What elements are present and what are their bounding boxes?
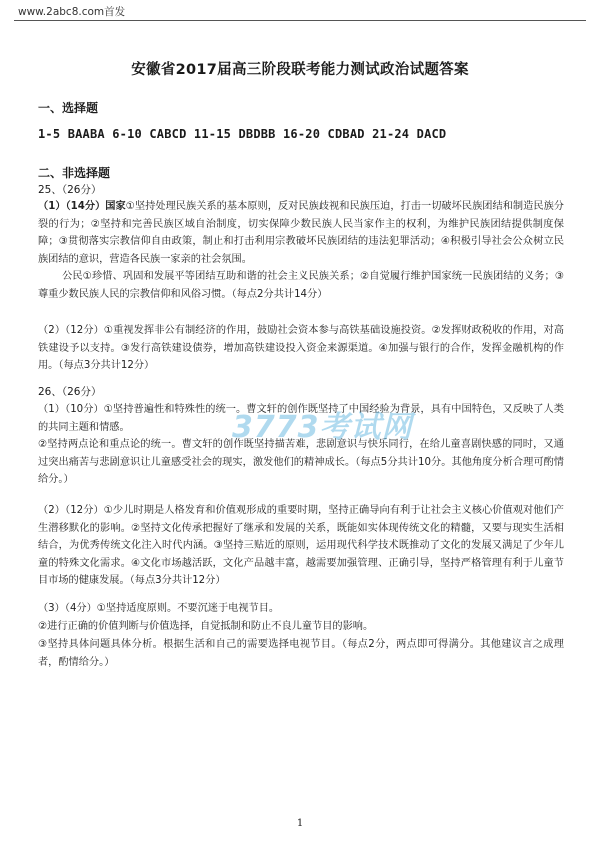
q25-part1-lead: （1）（14分）国家 xyxy=(38,201,126,212)
choice-answers: 1-5 BAABA 6-10 CABCD 11-15 DBDBB 16-20 CDBAD 21-24 DACD xyxy=(38,127,447,141)
page-number: 1 xyxy=(296,818,304,829)
header-divider xyxy=(14,20,586,21)
q26-part3-point2: ②进行正确的价值判断与价值选择，自觉抵制和防止不良儿童节目的影响。 xyxy=(38,621,374,632)
section-heading-choice: 一、选择题 xyxy=(38,101,99,115)
q26-part3-point1: （3）（4分）①坚持适度原则。不要沉迷于电视节目。 xyxy=(38,603,280,614)
q25-part1-citizen-text: 公民①珍惜、巩固和发展平等团结互助和谐的社会主义民族关系；②自觉履行维护国家统一民族团结的义务；③尊重少数民族人民的宗教信仰和风俗习惯。（每点2分共计14分） xyxy=(38,271,564,300)
question-26-label: 26、（26分） xyxy=(38,386,102,398)
q25-part1-text: ①坚持处理民族关系的基本原则，反对民族歧视和民族压迫，打击一切破坏民族团结和制造民族分裂的行为；②坚持和完善民族区域自治制度，切实保障少数民族人民当家作主的权利，为维护民族团结提供制度保障；③贯彻落实宗教信仰自由政策，制止和打击利用宗教破坏民族团结的违法犯罪活动；④积极引导社会公众树立民族团结的意识，营造各民族一家亲的社会氛围。 xyxy=(38,201,564,265)
section-heading-nonchoice: 二、非选择题 xyxy=(38,166,111,180)
question-25-label: 25、（26分） xyxy=(38,184,102,196)
watermark-logo: 3773考试网 xyxy=(232,410,413,445)
site-header: www.2abc8.com首发 xyxy=(18,6,126,18)
q25-part2: （2）（12分）①重视发挥非公有制经济的作用，鼓励社会资本参与高铁基础设施投资。②发挥财政税收的作用，对高铁建设予以支持。③发行高铁建设债券，增加高铁建设投入资金来源渠道。④加强与银行的合作，发挥金融机构的作用。（每点3分共计12分） xyxy=(38,325,564,372)
q26-part3-point3: ③坚持具体问题具体分析。根据生活和自己的需要选择电视节目。（每点2分，两点即可得满分。其他建议言之成理者，酌情给分。） xyxy=(38,639,564,668)
q25-part1-state xyxy=(38,198,564,268)
q26-part1-point1: （1）（10分）①坚持普遍性和特殊性的统一。曹文轩的创作既坚持了中国经验为背景，具有中国特色，又反映了人类的共同主题和情感。 xyxy=(38,404,564,433)
q26-part1-point2: ②坚持两点论和重点论的统一。曹文轩的创作既坚持描苦难，悲剧意识与快乐同行，在给儿童喜剧快感的同时，又通过突出痛苦与悲剧意识让儿童感受社会的现实，激发他们的精神成长。（每点5分共计10分。其他角度分析合理可酌情给分。） xyxy=(38,439,564,486)
q26-part2: （2）（12分）①少儿时期是人格发育和价值观形成的重要时期，坚持正确导向有利于让社会主义核心价值观对他们产生潜移默化的影响。②坚持文化传承把握好了继承和发展的关系，既能如实体现传统文化的精髓，又要与现实生活相结合，为优秀传统文化注入时代内涵。③坚持三贴近的原则，运用现代科学技术既推动了文化的发展又满足了少年儿童的特殊文化需求。④文化市场越活跃，文化产品越丰富，越需要加强管理、正确引导，坚持严格管理有利于儿童节目市场的健康发展。（每点3分共计12分） xyxy=(38,505,564,587)
q25-part1-citizen xyxy=(38,268,564,303)
page-title: 安徽省2017届高三阶段联考能力测试政治试题答案 xyxy=(131,62,469,78)
